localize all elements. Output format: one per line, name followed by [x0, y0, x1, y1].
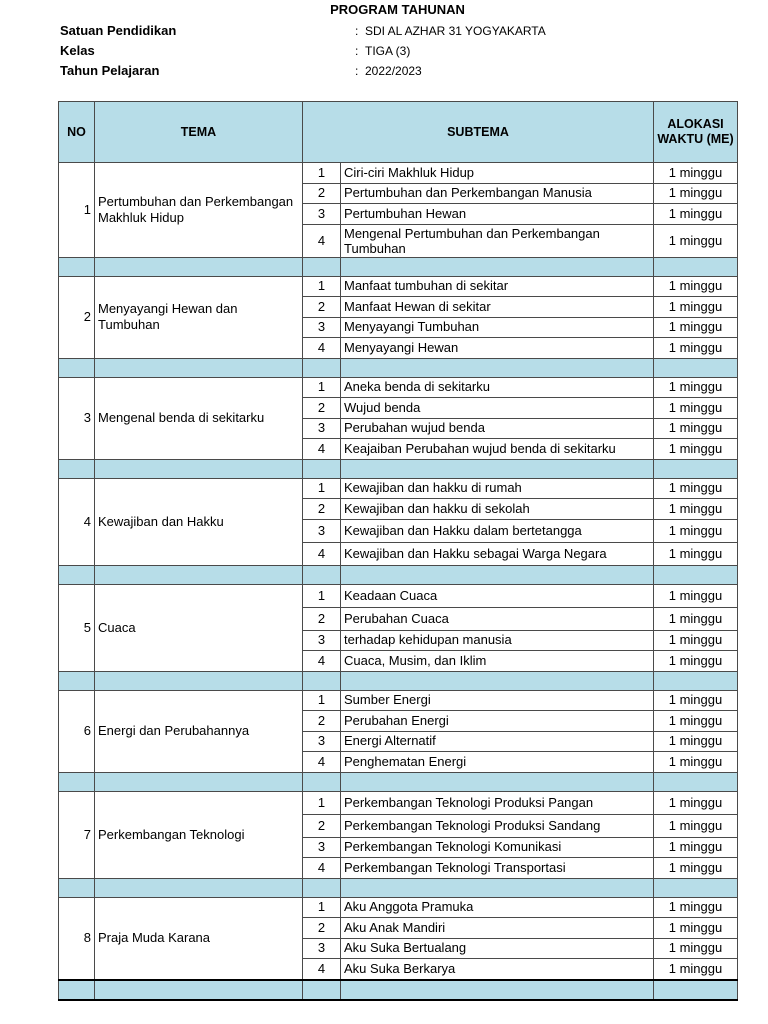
time-allocation: 1 minggu — [654, 752, 738, 773]
subtheme-number: 4 — [303, 651, 341, 672]
meta-colon: : — [355, 44, 359, 58]
subtheme-number: 2 — [303, 814, 341, 837]
subtheme-name: Menyayangi Hewan — [341, 338, 654, 359]
subtheme-name: Perkembangan Teknologi Komunikasi — [341, 837, 654, 858]
time-allocation: 1 minggu — [654, 478, 738, 499]
meta-colon: : — [355, 24, 359, 38]
program-table — [58, 101, 738, 1001]
subtheme-name: Sumber Energi — [341, 690, 654, 711]
theme-name: Mengenal benda di sekitarku — [95, 377, 303, 459]
table-row — [59, 584, 738, 607]
subtheme-number: 4 — [303, 542, 341, 565]
time-allocation: 1 minggu — [654, 814, 738, 837]
meta-label: Satuan Pendidikan — [60, 23, 177, 38]
subtheme-number: 3 — [303, 204, 341, 225]
time-allocation: 1 minggu — [654, 418, 738, 439]
header-no: NO — [59, 102, 95, 163]
meta-value: TIGA (3) — [365, 44, 411, 58]
theme-number: 2 — [59, 276, 95, 358]
subtheme-number: 1 — [303, 478, 341, 499]
subtheme-name: Pertumbuhan dan Perkembangan Manusia — [341, 183, 654, 204]
subtheme-name: Perubahan Cuaca — [341, 607, 654, 630]
header-subtema: SUBTEMA — [303, 102, 654, 163]
theme-name: Kewajiban dan Hakku — [95, 478, 303, 565]
spacer-row — [59, 772, 738, 791]
time-allocation: 1 minggu — [654, 338, 738, 359]
subtheme-name: Aku Suka Berkarya — [341, 959, 654, 980]
time-allocation: 1 minggu — [654, 938, 738, 959]
subtheme-number: 2 — [303, 918, 341, 939]
time-allocation: 1 minggu — [654, 398, 738, 419]
time-allocation: 1 minggu — [654, 377, 738, 398]
subtheme-name: terhadap kehidupan manusia — [341, 630, 654, 651]
subtheme-name: Aneka benda di sekitarku — [341, 377, 654, 398]
subtheme-name: Pertumbuhan Hewan — [341, 204, 654, 225]
time-allocation: 1 minggu — [654, 542, 738, 565]
subtheme-name: Energi Alternatif — [341, 731, 654, 752]
meta-value: 2022/2023 — [365, 64, 422, 78]
meta-colon: : — [355, 64, 359, 78]
document-title: PROGRAM TAHUNAN — [330, 2, 465, 17]
time-allocation: 1 minggu — [654, 690, 738, 711]
time-allocation: 1 minggu — [654, 607, 738, 630]
time-allocation: 1 minggu — [654, 317, 738, 338]
meta-label: Kelas — [60, 43, 95, 58]
time-allocation: 1 minggu — [654, 224, 738, 257]
subtheme-number: 1 — [303, 584, 341, 607]
time-allocation: 1 minggu — [654, 276, 738, 297]
subtheme-number: 1 — [303, 897, 341, 918]
subtheme-name: Perkembangan Teknologi Transportasi — [341, 858, 654, 879]
subtheme-name: Perkembangan Teknologi Produksi Pangan — [341, 791, 654, 814]
subtheme-name: Wujud benda — [341, 398, 654, 419]
theme-number: 5 — [59, 584, 95, 671]
subtheme-number: 1 — [303, 377, 341, 398]
time-allocation: 1 minggu — [654, 897, 738, 918]
table-row — [59, 791, 738, 814]
subtheme-name: Cuaca, Musim, dan Iklim — [341, 651, 654, 672]
subtheme-number: 3 — [303, 630, 341, 651]
subtheme-name: Manfaat tumbuhan di sekitar — [341, 276, 654, 297]
subtheme-name: Perubahan wujud benda — [341, 418, 654, 439]
spacer-row — [59, 565, 738, 584]
theme-number: 8 — [59, 897, 95, 980]
subtheme-number: 4 — [303, 439, 341, 460]
theme-name: Cuaca — [95, 584, 303, 671]
subtheme-name: Perkembangan Teknologi Produksi Sandang — [341, 814, 654, 837]
header-alokasi: ALOKASI WAKTU (ME) — [654, 102, 738, 163]
subtheme-number: 2 — [303, 398, 341, 419]
theme-number: 6 — [59, 690, 95, 772]
subtheme-number: 1 — [303, 163, 341, 184]
time-allocation: 1 minggu — [654, 837, 738, 858]
subtheme-name: Aku Suka Bertualang — [341, 938, 654, 959]
subtheme-number: 1 — [303, 276, 341, 297]
subtheme-number: 4 — [303, 858, 341, 879]
subtheme-number: 2 — [303, 711, 341, 732]
subtheme-name: Penghematan Energi — [341, 752, 654, 773]
subtheme-name: Keadaan Cuaca — [341, 584, 654, 607]
table-header-row — [59, 102, 738, 163]
subtheme-number: 3 — [303, 837, 341, 858]
subtheme-name: Kewajiban dan hakku di sekolah — [341, 499, 654, 520]
spacer-row — [59, 459, 738, 478]
table-row — [59, 276, 738, 297]
time-allocation: 1 minggu — [654, 204, 738, 225]
subtheme-number: 4 — [303, 338, 341, 359]
time-allocation: 1 minggu — [654, 297, 738, 318]
subtheme-number: 4 — [303, 224, 341, 257]
time-allocation: 1 minggu — [654, 651, 738, 672]
theme-name: Energi dan Perubahannya — [95, 690, 303, 772]
subtheme-name: Ciri-ciri Makhluk Hidup — [341, 163, 654, 184]
time-allocation: 1 minggu — [654, 519, 738, 542]
subtheme-name: Manfaat Hewan di sekitar — [341, 297, 654, 318]
subtheme-number: 3 — [303, 938, 341, 959]
subtheme-name: Perubahan Energi — [341, 711, 654, 732]
table-row — [59, 478, 738, 499]
subtheme-number: 2 — [303, 607, 341, 630]
subtheme-number: 2 — [303, 297, 341, 318]
subtheme-number: 4 — [303, 752, 341, 773]
subtheme-number: 1 — [303, 791, 341, 814]
spacer-row — [59, 980, 738, 1000]
theme-name: Pertumbuhan dan Perkembangan Makhluk Hidup — [95, 163, 303, 258]
time-allocation: 1 minggu — [654, 959, 738, 980]
time-allocation: 1 minggu — [654, 439, 738, 460]
subtheme-number: 2 — [303, 183, 341, 204]
subtheme-name: Kewajiban dan hakku di rumah — [341, 478, 654, 499]
time-allocation: 1 minggu — [654, 163, 738, 184]
table-row — [59, 690, 738, 711]
meta-value: SDI AL AZHAR 31 YOGYAKARTA — [365, 24, 546, 38]
header-tema: TEMA — [95, 102, 303, 163]
theme-name: Menyayangi Hewan dan Tumbuhan — [95, 276, 303, 358]
time-allocation: 1 minggu — [654, 791, 738, 814]
theme-number: 7 — [59, 791, 95, 878]
subtheme-name: Keajaiban Perubahan wujud benda di sekitarku — [341, 439, 654, 460]
subtheme-number: 3 — [303, 317, 341, 338]
subtheme-number: 2 — [303, 499, 341, 520]
table-row — [59, 377, 738, 398]
subtheme-name: Kewajiban dan Hakku dalam bertetangga — [341, 519, 654, 542]
subtheme-name: Aku Anggota Pramuka — [341, 897, 654, 918]
theme-number: 3 — [59, 377, 95, 459]
time-allocation: 1 minggu — [654, 858, 738, 879]
spacer-row — [59, 671, 738, 690]
table-row — [59, 897, 738, 918]
time-allocation: 1 minggu — [654, 630, 738, 651]
theme-number: 1 — [59, 163, 95, 258]
theme-number: 4 — [59, 478, 95, 565]
meta-label: Tahun Pelajaran — [60, 63, 160, 78]
time-allocation: 1 minggu — [654, 183, 738, 204]
time-allocation: 1 minggu — [654, 731, 738, 752]
time-allocation: 1 minggu — [654, 499, 738, 520]
subtheme-name: Kewajiban dan Hakku sebagai Warga Negara — [341, 542, 654, 565]
spacer-row — [59, 358, 738, 377]
table-row — [59, 163, 738, 184]
theme-name: Praja Muda Karana — [95, 897, 303, 980]
theme-name: Perkembangan Teknologi — [95, 791, 303, 878]
subtheme-name: Mengenal Pertumbuhan dan Perkembangan Tumbuhan — [341, 224, 654, 257]
subtheme-number: 1 — [303, 690, 341, 711]
time-allocation: 1 minggu — [654, 711, 738, 732]
subtheme-name: Menyayangi Tumbuhan — [341, 317, 654, 338]
subtheme-number: 4 — [303, 959, 341, 980]
subtheme-number: 3 — [303, 731, 341, 752]
spacer-row — [59, 257, 738, 276]
subtheme-number: 3 — [303, 418, 341, 439]
subtheme-name: Aku Anak Mandiri — [341, 918, 654, 939]
time-allocation: 1 minggu — [654, 584, 738, 607]
subtheme-number: 3 — [303, 519, 341, 542]
time-allocation: 1 minggu — [654, 918, 738, 939]
spacer-row — [59, 878, 738, 897]
